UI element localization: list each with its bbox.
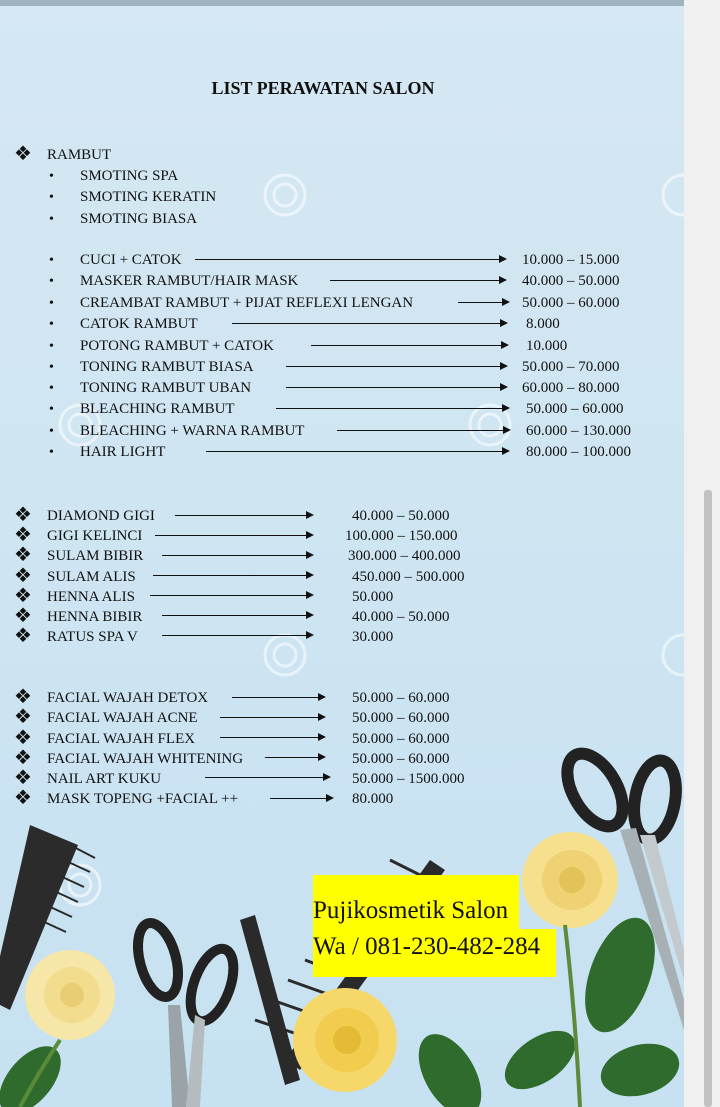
diamond-bullet-icon: ❖	[14, 706, 32, 728]
service-name: NAIL ART KUKU	[47, 771, 162, 787]
service-name: MASKER RAMBUT/HAIR MASK	[80, 273, 299, 289]
service-name: CATOK RAMBUT	[80, 316, 198, 332]
arrow-right-icon	[232, 323, 506, 324]
dot-bullet-icon: •	[49, 424, 54, 439]
service-item: SMOTING KERATIN	[80, 189, 217, 205]
service-price: 10.000	[526, 338, 568, 354]
diamond-bullet-icon: ❖	[14, 747, 32, 769]
arrow-right-icon	[458, 302, 508, 303]
service-price: 100.000 – 150.000	[345, 528, 458, 544]
service-price: 40.000 – 50.000	[352, 508, 450, 524]
dot-bullet-icon: •	[49, 253, 54, 268]
dot-bullet-icon: •	[49, 381, 54, 396]
service-name: POTONG RAMBUT + CATOK	[80, 338, 274, 354]
service-name: DIAMOND GIGI	[47, 508, 155, 524]
service-price: 50.000 – 1500.000	[352, 771, 465, 787]
dot-bullet-icon: •	[49, 274, 54, 289]
arrow-right-icon	[337, 430, 509, 431]
arrow-right-icon	[311, 345, 507, 346]
section-heading-rambut: RAMBUT	[47, 147, 112, 163]
service-name: MASK TOPENG +FACIAL ++	[47, 791, 239, 807]
service-price: 30.000	[352, 629, 394, 645]
arrow-right-icon	[270, 798, 332, 799]
service-price: 40.000 – 50.000	[522, 273, 620, 289]
diamond-bullet-icon: ❖	[14, 787, 32, 809]
diamond-bullet-icon: ❖	[14, 767, 32, 789]
diamond-bullet-icon: ❖	[14, 524, 32, 546]
service-name: FACIAL WAJAH DETOX	[47, 690, 209, 706]
service-price: 50.000 – 60.000	[352, 710, 450, 726]
service-price: 10.000 – 15.000	[522, 252, 620, 268]
arrow-right-icon	[162, 635, 312, 636]
scissors-left-icon	[131, 919, 242, 1107]
service-price: 50.000 – 60.000	[526, 401, 624, 417]
arrow-right-icon	[153, 575, 312, 576]
service-name: BLEACHING + WARNA RAMBUT	[80, 423, 305, 439]
vertical-scrollbar-track[interactable]	[684, 0, 720, 1107]
service-price: 300.000 – 400.000	[348, 548, 461, 564]
service-price: 8.000	[526, 316, 560, 332]
service-name: GIGI KELINCI	[47, 528, 143, 544]
service-price: 60.000 – 130.000	[526, 423, 631, 439]
whatsapp-contact-highlight: Wa / 081-230-482-284	[313, 929, 556, 977]
service-item: SMOTING BIASA	[80, 211, 198, 227]
service-price: 40.000 – 50.000	[352, 609, 450, 625]
service-price: 80.000 – 100.000	[526, 444, 631, 460]
dot-bullet-icon: •	[49, 339, 54, 354]
diamond-bullet-icon: ❖	[14, 727, 32, 749]
service-name: HENNA BIBIR	[47, 609, 143, 625]
service-name: TONING RAMBUT UBAN	[80, 380, 252, 396]
scrollbar-thumb[interactable]	[704, 490, 712, 1107]
service-name: CUCI + CATOK	[80, 252, 182, 268]
dot-bullet-icon: •	[49, 317, 54, 332]
service-name: HAIR LIGHT	[80, 444, 166, 460]
dot-bullet-icon: •	[49, 190, 54, 205]
arrow-right-icon	[206, 451, 508, 452]
arrow-right-icon	[175, 515, 312, 516]
service-name: SULAM BIBIR	[47, 548, 144, 564]
service-price: 50.000 – 60.000	[352, 751, 450, 767]
dot-bullet-icon: •	[49, 402, 54, 417]
service-name: FACIAL WAJAH WHITENING	[47, 751, 244, 767]
arrow-right-icon	[155, 535, 312, 536]
service-price: 50.000 – 60.000	[352, 690, 450, 706]
arrow-right-icon	[205, 777, 329, 778]
service-name: HENNA ALIS	[47, 589, 135, 605]
arrow-right-icon	[330, 280, 505, 281]
service-price: 60.000 – 80.000	[522, 380, 620, 396]
service-price: 50.000 – 70.000	[522, 359, 620, 375]
diamond-bullet-icon: ❖	[14, 625, 32, 647]
dot-bullet-icon: •	[49, 212, 54, 227]
service-name: CREAMBAT RAMBUT + PIJAT REFLEXI LENGAN	[80, 295, 414, 311]
service-name: FACIAL WAJAH FLEX	[47, 731, 196, 747]
service-name: RATUS SPA V	[47, 629, 138, 645]
arrow-right-icon	[232, 697, 324, 698]
salon-name-highlight: Pujikosmetik Salon	[313, 875, 519, 929]
arrow-right-icon	[220, 717, 324, 718]
diamond-bullet-icon: ❖	[14, 565, 32, 587]
service-name: TONING RAMBUT BIASA	[80, 359, 254, 375]
arrow-right-icon	[162, 615, 312, 616]
arrow-right-icon	[286, 387, 506, 388]
service-name: SULAM ALIS	[47, 569, 136, 585]
dot-bullet-icon: •	[49, 296, 54, 311]
service-name: FACIAL WAJAH ACNE	[47, 710, 198, 726]
dot-bullet-icon: •	[49, 445, 54, 460]
service-name: BLEACHING RAMBUT	[80, 401, 235, 417]
dot-bullet-icon: •	[49, 360, 54, 375]
service-price: 80.000	[352, 791, 394, 807]
arrow-right-icon	[150, 595, 312, 596]
diamond-bullet-icon: ❖	[14, 585, 32, 607]
service-item: SMOTING SPA	[80, 168, 179, 184]
page-title: LIST PERAWATAN SALON	[211, 78, 435, 98]
service-price: 450.000 – 500.000	[352, 569, 465, 585]
dot-bullet-icon: •	[49, 169, 54, 184]
diamond-bullet-icon: ❖	[14, 686, 32, 708]
arrow-right-icon	[265, 757, 324, 758]
service-price: 50.000 – 60.000	[522, 295, 620, 311]
diamond-bullet-icon: ❖	[14, 544, 32, 566]
service-price: 50.000	[352, 589, 394, 605]
arrow-right-icon	[276, 408, 508, 409]
diamond-bullet-icon: ❖	[14, 504, 32, 526]
diamond-bullet-icon: ❖	[14, 605, 32, 627]
arrow-right-icon	[195, 259, 505, 260]
service-price: 50.000 – 60.000	[352, 731, 450, 747]
arrow-right-icon	[162, 555, 312, 556]
arrow-right-icon	[220, 737, 324, 738]
arrow-right-icon	[286, 366, 506, 367]
diamond-bullet-icon: ❖	[14, 143, 32, 165]
